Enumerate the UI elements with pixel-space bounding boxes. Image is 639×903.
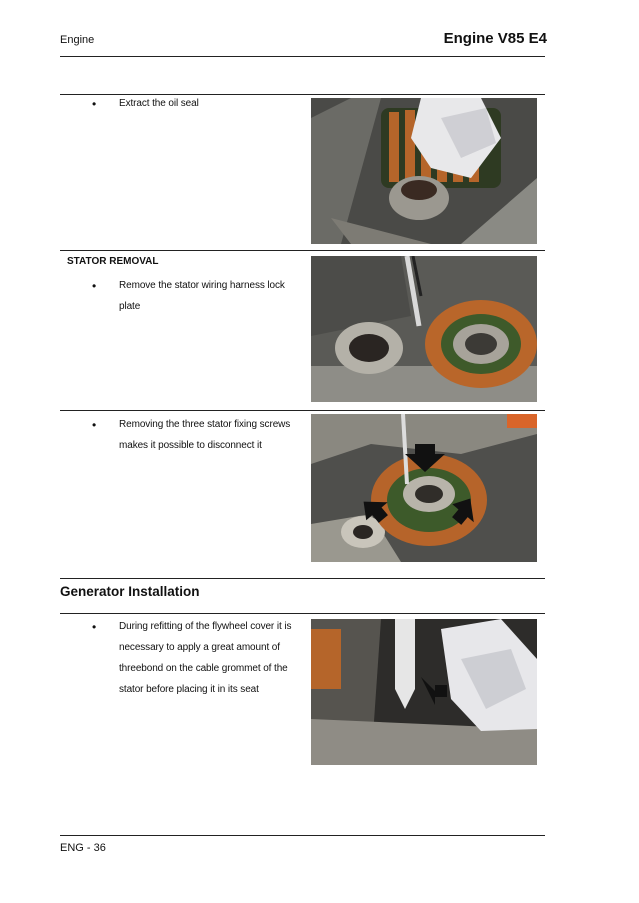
bullet-icon: • xyxy=(92,418,97,432)
photo-stator-fixing-screws-icon xyxy=(311,414,537,562)
footer-page-number: ENG - 36 xyxy=(60,842,106,854)
step-text-harness-lock-plate: Remove the stator wiring harness lock plate xyxy=(119,280,285,312)
table-row-divider xyxy=(60,250,545,251)
step-text-threebond-grommet: During refitting of the flywheel cover it is necessary to apply a great amount of threebond on the cable grommet of the stator before placing it in its seat xyxy=(119,621,292,695)
photo-stator-harness-lock-plate-icon xyxy=(311,256,537,402)
section-divider xyxy=(60,578,545,579)
section-title-generator-installation: Generator Installation xyxy=(60,584,200,599)
header-divider xyxy=(60,56,545,57)
bullet-icon: • xyxy=(92,97,97,111)
footer-divider xyxy=(60,835,545,836)
table-row-divider xyxy=(60,410,545,411)
header-section-label: Engine xyxy=(60,34,95,46)
step-text-extract-oil-seal: Extract the oil seal xyxy=(119,98,199,109)
step-text-stator-fixing-screws: Removing the three stator fixing screws makes it possible to disconnect it xyxy=(119,419,291,451)
header-document-title: Engine V85 E4 xyxy=(443,30,547,47)
bullet-icon: • xyxy=(92,620,97,634)
section-title-stator-removal: STATOR REMOVAL xyxy=(67,256,159,267)
photo-threebond-cable-grommet-icon xyxy=(311,619,537,765)
bullet-icon: • xyxy=(92,279,97,293)
table-row-divider xyxy=(60,613,545,614)
photo-oil-seal-extraction-icon xyxy=(311,98,537,244)
